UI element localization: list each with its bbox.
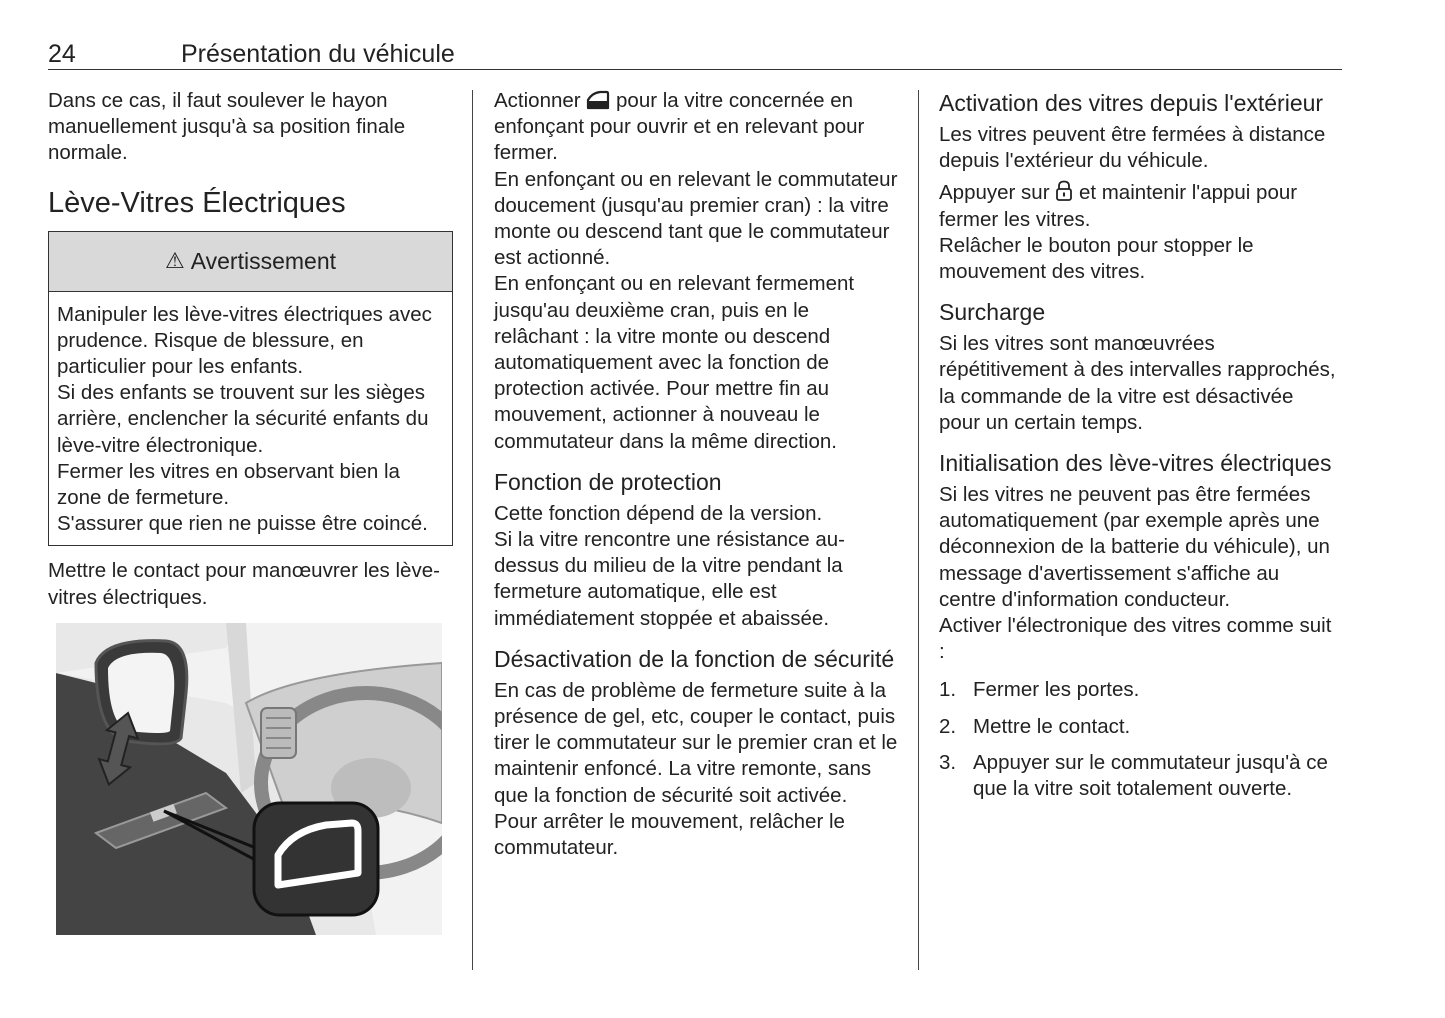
window-switch-icon [586, 90, 610, 110]
section-heading: Lève-Vitres Électriques [48, 186, 346, 219]
subsection-heading: Initialisation des lève-vitres électriques [939, 450, 1332, 477]
intro-paragraph: Dans ce cas, il faut soulever le hayon manuellement jusqu'à sa position finale normale. [48, 89, 406, 165]
step-number: 3. [939, 750, 957, 774]
column-divider [918, 90, 919, 970]
list-item [939, 677, 1339, 703]
warning-box [48, 231, 453, 547]
subsection-heading: Désactivation de la fonction de sécurité [494, 645, 895, 672]
paragraph: Pour arrêter le mouvement, relâcher le commutateur. [494, 809, 845, 860]
warning-line: S'assurer que rien ne puisse être coincé. [57, 512, 428, 536]
paragraph: En enfonçant ou en relevant le commutateur doucement (jusqu'au premier cran) : la vitre monte ou descend tant que le commutateur est actionné. [494, 167, 898, 270]
subsection-heading: Fonction de protection [494, 468, 722, 495]
page-title: Présentation du véhicule [181, 40, 455, 68]
page-header [48, 38, 1342, 70]
column-1 [48, 88, 453, 935]
text-fragment: Actionner [494, 89, 581, 112]
warning-line: Si des enfants se trouvent sur les sièges arrière, enclencher la sécurité enfants du lève-vitre électronique. [57, 381, 429, 457]
paragraph: Relâcher le bouton pour stopper le mouvement des vitres. [939, 233, 1254, 284]
step-text: Fermer les portes. [973, 678, 1140, 702]
paragraph: Si les vitres ne peuvent pas être fermées automatiquement (par exemple après une déconnexion de la batterie du véhicule), un message d'avertissement s'affiche au centre d'information conducteur. [939, 483, 1330, 611]
warning-title: Avertissement [190, 247, 337, 274]
page-number: 24 [48, 40, 76, 68]
warning-line: Manipuler les lève-vitres électriques avec prudence. Risque de blessure, en particulier pour les enfants. [57, 302, 432, 379]
column-2 [494, 88, 899, 861]
warning-line: Fermer les vitres en observant bien la zone de fermeture. [57, 459, 400, 510]
window-switch-illustration [56, 623, 442, 935]
paragraph: Si la vitre rencontre une résistance au-dessus du milieu de la vitre pendant la fermeture automatique, elle est immédiatement stoppée et abaissée. [494, 528, 845, 630]
subsection-heading: Activation des vitres depuis l'extérieur [939, 90, 1324, 116]
step-text: Mettre le contact. [973, 714, 1131, 738]
text-fragment: et maintenir l'appui pour fermer les vitres. [939, 181, 1298, 231]
list-item [939, 714, 1339, 740]
paragraph: Activer l'électronique des vitres comme suit : [939, 614, 1332, 664]
column-3 [939, 88, 1339, 812]
lock-icon [1055, 180, 1073, 202]
text-fragment: Appuyer sur [939, 181, 1050, 205]
warning-body [49, 292, 452, 546]
list-item [939, 750, 1339, 802]
steps-list [939, 677, 1339, 802]
paragraph: Les vitres peuvent être fermées à distance depuis l'extérieur du véhicule. [939, 123, 1326, 173]
step-number: 2. [939, 714, 957, 738]
subsection-heading: Surcharge [939, 299, 1046, 326]
step-number: 1. [939, 678, 957, 702]
paragraph: En enfonçant ou en relevant fermement jusqu'au deuxième cran, puis en le relâchant : la vitre monte ou descend automatiquement avec la fonction de protection activée. Pour mettre fin au mouvement, actionner à nouveau le commutateur dans la même direction. [494, 272, 855, 453]
text-fragment: pour la vitre concernée en enfonçant pour ouvrir et en relevant pour fermer. [494, 89, 865, 165]
column-divider [472, 90, 473, 970]
warning-triangle-icon: ⚠ [164, 248, 185, 274]
lock-paragraph [939, 180, 1339, 232]
paragraph: Cette fonction dépend de la version. [494, 501, 823, 525]
paragraph: En cas de problème de fermeture suite à la présence de gel, etc, couper le contact, puis tirer le commutateur sur le premier cran et le maintenir enfoncé. La vitre remonte, sans que la fonction de sécurité soit activée. [494, 678, 898, 807]
warning-header [49, 232, 452, 292]
switch-paragraph [494, 88, 899, 167]
step-text: Appuyer sur le commutateur jusqu'à ce que la vitre soit totalement ouverte. [973, 750, 1328, 801]
paragraph: Si les vitres sont manœuvrées répétitivement à des intervalles rapprochés, la commande de la vitre est désactivée pour un certain temps. [939, 332, 1336, 434]
after-warning-paragraph: Mettre le contact pour manœuvrer les lève-vitres électriques. [48, 559, 440, 609]
